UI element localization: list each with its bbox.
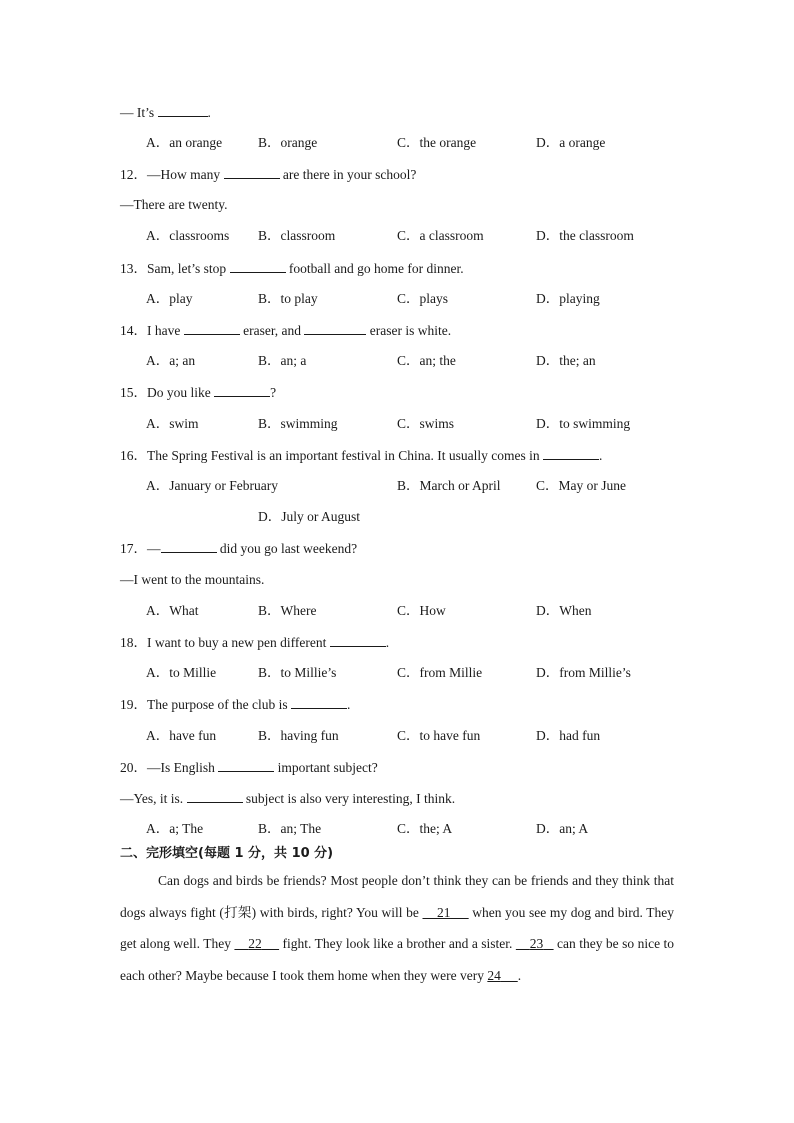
option-d: D．from Millie’s <box>536 665 631 680</box>
question-11-stem <box>120 104 211 121</box>
answer-blank <box>304 322 366 335</box>
stem-text: are there in your school? <box>279 167 417 182</box>
stem-text: football and go home for dinner. <box>285 261 464 276</box>
option-c: C．a classroom <box>397 228 484 243</box>
passage-text: fight. They look like a brother and a sister. <box>279 936 516 951</box>
answer-blank <box>187 790 243 803</box>
option-d: D．a orange <box>536 135 606 150</box>
question-17-stem <box>120 540 357 557</box>
stem-text: eraser is white. <box>366 323 452 338</box>
option-d: D．When <box>536 603 592 618</box>
option-a: A．have fun <box>146 728 217 743</box>
option-c: C．the; A <box>397 821 453 836</box>
answer-blank <box>214 384 270 397</box>
passage-text: Can dogs and birds be friends? Most people don’t think they can be friends and they think that dogs always fight (打架) with birds, right? You will be <box>120 873 674 920</box>
option-d: D．an; A <box>536 821 589 836</box>
blank-number: 24 <box>487 967 501 983</box>
option-b: B．an; The <box>258 821 322 836</box>
option-a: A．to Millie <box>146 665 217 680</box>
stem-text: . <box>598 448 603 463</box>
option-b: B．March or April <box>397 478 501 493</box>
stem-text: 12．—How many <box>120 167 224 182</box>
option-a: A．What <box>146 603 199 618</box>
stem-text: —Yes, it is. <box>120 791 187 806</box>
answer-blank <box>184 322 240 335</box>
option-b: B．classroom <box>258 228 336 243</box>
stem-text: subject is also very interesting, I think. <box>242 791 456 806</box>
option-c: C．from Millie <box>397 665 483 680</box>
question-18-stem <box>120 634 389 651</box>
question-13-stem <box>120 260 464 277</box>
blank-number: 21 <box>437 904 451 920</box>
stem-text: 16．The Spring Festival is an important festival in China. It usually comes in <box>120 448 543 463</box>
option-d: D．to swimming <box>536 416 631 431</box>
question-17-reply: —I went to the mountains. <box>120 572 265 587</box>
option-d: D．the classroom <box>536 228 634 243</box>
option-b: B．Where <box>258 603 317 618</box>
option-d: D．playing <box>536 291 600 306</box>
option-a: A．play <box>146 291 193 306</box>
stem-text: . <box>385 635 390 650</box>
blank-number: 23 <box>529 936 544 951</box>
stem-text: 17．— <box>120 541 161 556</box>
option-a: A．a; an <box>146 353 196 368</box>
option-d: D．had fun <box>536 728 601 743</box>
stem-text: ? <box>270 385 277 400</box>
option-b: B．to Millie’s <box>258 665 337 680</box>
cloze-paragraph <box>120 865 674 991</box>
stem-text: eraser, and <box>239 323 305 338</box>
question-14-stem <box>120 322 451 339</box>
stem-text: . <box>207 105 211 120</box>
option-b: B．swimming <box>258 416 338 431</box>
section-heading-cloze: 二、完形填空(每题 1 分，共 10 分) <box>120 846 334 861</box>
question-16-stem <box>120 447 602 464</box>
answer-blank <box>230 260 286 273</box>
stem-text: — It’s <box>120 105 158 120</box>
blank-number: 22 <box>248 936 262 951</box>
stem-text: 15．Do you like <box>120 385 215 400</box>
option-c: C．the orange <box>397 135 477 150</box>
question-12-reply: —There are twenty. <box>120 197 228 212</box>
cloze-blank-22 <box>234 936 279 951</box>
option-a: A．classrooms <box>146 228 230 243</box>
answer-blank <box>218 759 274 772</box>
answer-blank <box>158 104 208 117</box>
option-a: A．an orange <box>146 135 223 150</box>
question-12-stem <box>120 166 416 183</box>
option-c: C．to have fun <box>397 728 481 743</box>
option-c: C．an; the <box>397 353 456 368</box>
option-b: B．an; a <box>258 353 307 368</box>
stem-text: did you go last weekend? <box>216 541 358 556</box>
passage-text: can they be so nice to each other? Maybe because I took them home when they were very <box>120 936 675 983</box>
option-a: A．swim <box>146 416 199 431</box>
option-c: C．May or June <box>536 478 626 493</box>
passage-text: . <box>517 967 522 983</box>
answer-blank <box>291 696 347 709</box>
cloze-blank-24 <box>487 968 517 983</box>
option-c: C．How <box>397 603 446 618</box>
option-c: C．plays <box>397 291 449 306</box>
question-19-stem <box>120 696 350 713</box>
stem-text: 19．The purpose of the club is <box>120 697 291 712</box>
stem-text: 13．Sam, let’s stop <box>120 261 230 276</box>
stem-text: important subject? <box>274 760 378 775</box>
passage-text: when you see my dog and bird. They get along well. They <box>120 904 675 951</box>
stem-text: 14．I have <box>120 323 184 338</box>
answer-blank <box>224 166 280 179</box>
option-d: D．July or August <box>258 509 361 524</box>
stem-text: 18．I want to buy a new pen different <box>120 635 330 650</box>
option-c: C．swims <box>397 416 455 431</box>
stem-text: . <box>346 697 351 712</box>
question-15-stem <box>120 384 276 401</box>
option-b: B．having fun <box>258 728 339 743</box>
option-b: B．orange <box>258 135 318 150</box>
cloze-blank-21 <box>423 905 469 920</box>
question-20-reply <box>120 790 455 807</box>
stem-text: 20．—Is English <box>120 760 219 775</box>
answer-blank <box>330 634 386 647</box>
answer-blank <box>161 540 217 553</box>
option-a: A．January or February <box>146 478 278 493</box>
option-b: B．to play <box>258 291 318 306</box>
cloze-blank-23 <box>516 936 554 951</box>
question-20-stem <box>120 759 378 776</box>
option-d: D．the; an <box>536 353 596 368</box>
cloze-passage <box>120 865 674 991</box>
answer-blank <box>543 447 599 460</box>
option-a: A．a; The <box>146 821 204 836</box>
